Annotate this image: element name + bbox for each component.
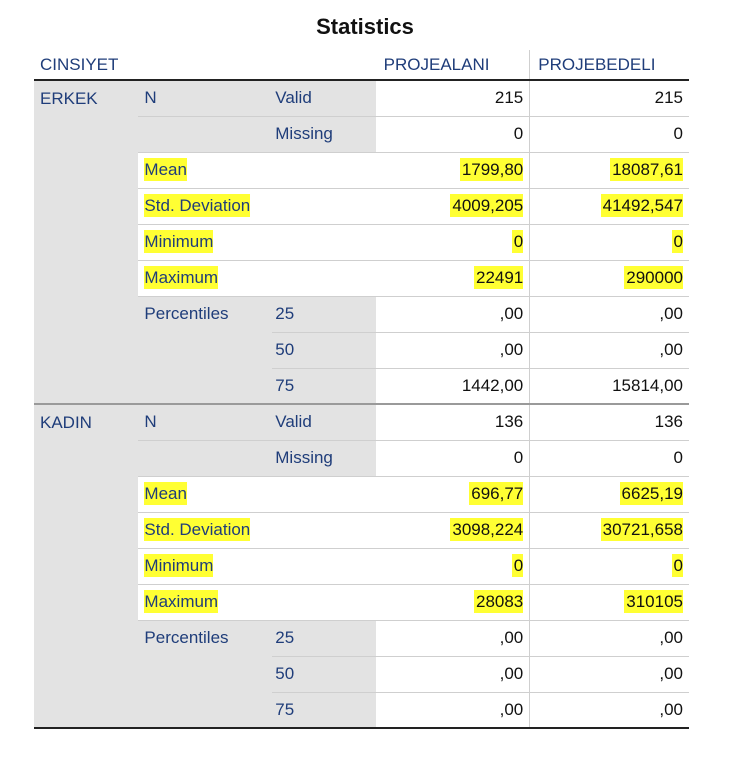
stat-label: Maximum [138, 584, 375, 620]
cell-value: ,00 [530, 620, 689, 656]
cell-value: 215 [376, 80, 530, 116]
stat-label: Mean [138, 152, 375, 188]
cell-value: 0 [530, 440, 689, 476]
header-projebedeli: PROJEBEDELI [530, 50, 689, 80]
sub-label: 75 [272, 368, 375, 404]
cell-value: ,00 [376, 296, 530, 332]
stat-label: Std. Deviation [138, 188, 375, 224]
cell-value: 6625,19 [530, 476, 689, 512]
cell-value: 1799,80 [376, 152, 530, 188]
sub-label: Valid [272, 404, 375, 440]
table-row [34, 260, 689, 296]
cell-value: ,00 [376, 332, 530, 368]
table-row [34, 116, 689, 152]
cell-value: 22491 [376, 260, 530, 296]
cell-value: ,00 [376, 656, 530, 692]
table-title: Statistics [316, 14, 414, 39]
table-row [34, 368, 689, 404]
stat-label: N [138, 80, 272, 116]
stat-label: Minimum [138, 224, 375, 260]
cell-value: 28083 [376, 584, 530, 620]
stat-label: Std. Deviation [138, 512, 375, 548]
cell-value: 4009,205 [376, 188, 530, 224]
sub-label: Valid [272, 80, 375, 116]
cell-value: 41492,547 [530, 188, 689, 224]
sub-label: 50 [272, 332, 375, 368]
table-row [34, 296, 689, 332]
cell-value: 1442,00 [376, 368, 530, 404]
cell-value: 290000 [530, 260, 689, 296]
cell-value: ,00 [376, 620, 530, 656]
table-row [34, 224, 689, 260]
cell-value: 0 [530, 224, 689, 260]
table-row [34, 584, 689, 620]
stat-label: N [138, 404, 272, 440]
cell-value: 0 [376, 224, 530, 260]
sub-label: 50 [272, 656, 375, 692]
cell-value: 15814,00 [530, 368, 689, 404]
cell-value: 0 [376, 440, 530, 476]
table-row [34, 440, 689, 476]
cell-value: ,00 [530, 656, 689, 692]
sub-label: 75 [272, 692, 375, 728]
cell-value: 136 [530, 404, 689, 440]
cell-value: 30721,658 [530, 512, 689, 548]
header-group: CINSIYET [34, 50, 376, 80]
cell-value: ,00 [376, 692, 530, 728]
table-row [34, 656, 689, 692]
table-row [34, 188, 689, 224]
sub-label: 25 [272, 296, 375, 332]
cell-value: 696,77 [376, 476, 530, 512]
table-row [34, 80, 689, 116]
table-row [34, 152, 689, 188]
cell-value: 136 [376, 404, 530, 440]
stat-label: Percentiles [138, 620, 272, 656]
table-row [34, 692, 689, 728]
cell-value: ,00 [530, 296, 689, 332]
cell-value: 18087,61 [530, 152, 689, 188]
stat-label: Percentiles [138, 296, 272, 332]
table-row [34, 620, 689, 656]
group-label: ERKEK [34, 80, 138, 116]
table-row [34, 548, 689, 584]
cell-value: 0 [530, 116, 689, 152]
cell-value: 3098,224 [376, 512, 530, 548]
statistics-table [34, 50, 689, 729]
sub-label: Missing [272, 116, 375, 152]
stat-label: Maximum [138, 260, 375, 296]
header-row [34, 50, 689, 80]
table-row [34, 512, 689, 548]
cell-value: ,00 [530, 332, 689, 368]
table-row [34, 404, 689, 440]
cell-value: ,00 [530, 692, 689, 728]
group-label: KADIN [34, 404, 138, 440]
cell-value: 0 [530, 548, 689, 584]
sub-label: Missing [272, 440, 375, 476]
sub-label: 25 [272, 620, 375, 656]
cell-value: 215 [654, 88, 683, 108]
table-row [34, 476, 689, 512]
header-projealani: PROJEALANI [376, 50, 530, 80]
cell-value: 0 [376, 548, 530, 584]
cell-value: 310105 [530, 584, 689, 620]
stat-label: Minimum [138, 548, 375, 584]
table-row [34, 332, 689, 368]
cell-value: 0 [376, 116, 530, 152]
stat-label: Mean [138, 476, 375, 512]
